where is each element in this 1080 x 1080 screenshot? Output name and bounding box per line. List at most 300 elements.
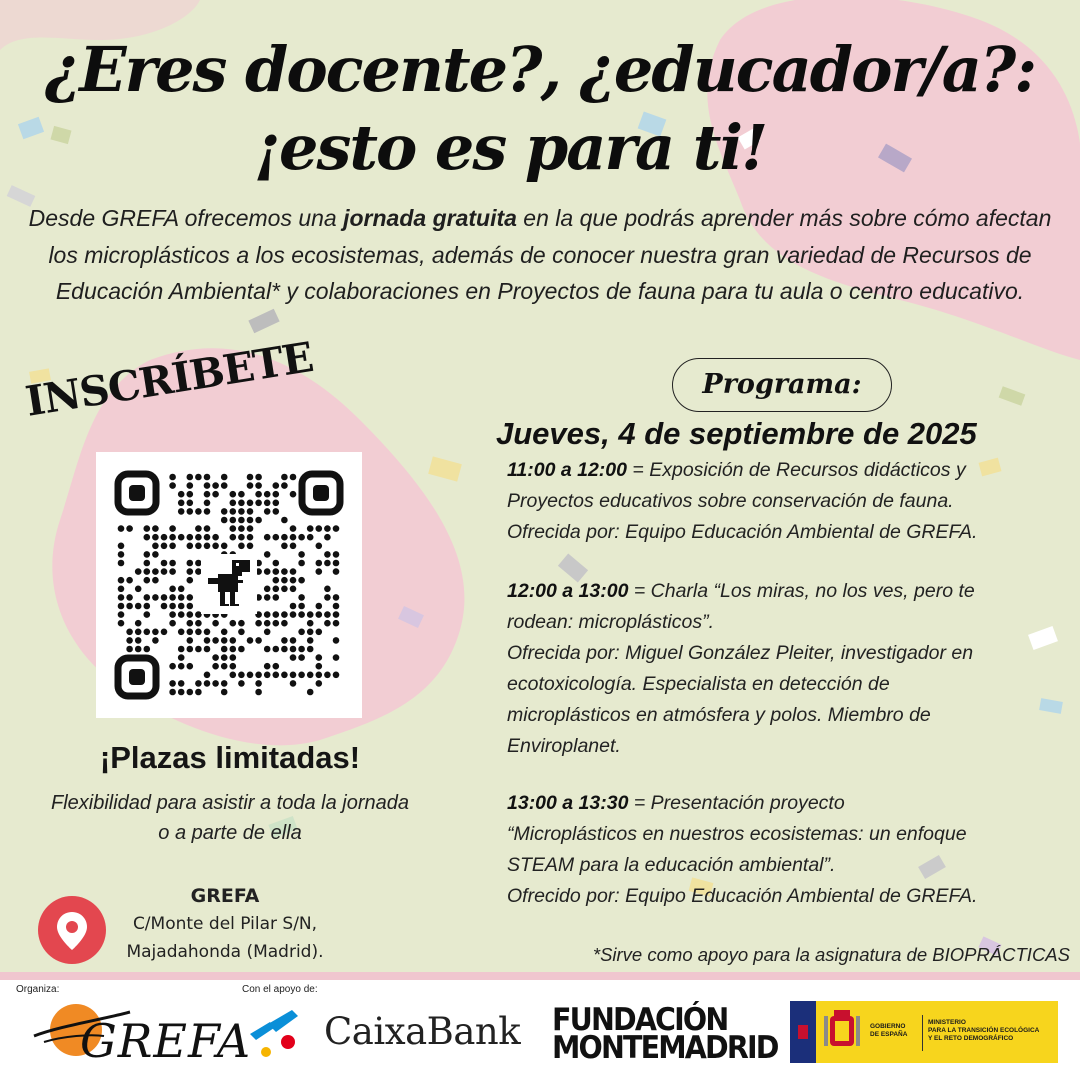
session-line: [507, 455, 1067, 486]
qr-dot: [187, 491, 194, 498]
qr-dot: [333, 654, 340, 661]
map-pin-glyph: [38, 896, 106, 964]
qr-dot: [316, 603, 323, 610]
qr-dot: [135, 646, 142, 653]
qr-dot: [204, 508, 211, 515]
gov-divider: [922, 1015, 923, 1051]
session-line: [507, 576, 1067, 607]
qr-dot: [298, 577, 305, 584]
qr-dot: [187, 603, 194, 610]
qr-dot: [307, 689, 314, 696]
qr-dot: [290, 577, 297, 584]
qr-dot: [273, 663, 280, 670]
qr-dot: [212, 543, 219, 550]
qr-dot: [161, 594, 168, 601]
qr-dot: [290, 491, 297, 498]
qr-dot: [264, 534, 271, 541]
qr-dot: [230, 646, 237, 653]
qr-dot: [238, 629, 245, 636]
qr-dot: [169, 586, 176, 593]
qr-dot: [178, 500, 185, 507]
qr-dot: [152, 551, 159, 558]
qr-dot: [195, 620, 202, 627]
qr-dot: [118, 543, 125, 550]
session-line: rodean: microplásticos”.: [507, 611, 714, 633]
qr-dot: [264, 620, 271, 627]
qr-dot: [169, 620, 176, 627]
qr-dot: [255, 474, 262, 481]
qr-dot: [238, 508, 245, 515]
program-title: Programa:: [672, 358, 892, 412]
qr-dot: [169, 474, 176, 481]
qr-dot: [290, 474, 297, 481]
fundacion-line-1: FUNDACIÓN: [552, 1002, 728, 1038]
qr-dot: [135, 620, 142, 627]
qr-dot: [316, 672, 323, 679]
session-text: = Exposición de Recursos didácticos y: [632, 459, 966, 481]
qr-dot: [195, 525, 202, 532]
qr-dot: [221, 689, 228, 696]
intro-before: Desde GREFA ofrecemos una: [28, 205, 344, 231]
qr-dot: [264, 629, 271, 636]
qr-dot: [324, 534, 331, 541]
qr-dot: [255, 637, 262, 644]
qr-dot: [178, 586, 185, 593]
qr-dot: [135, 568, 142, 575]
qr-dot: [281, 611, 288, 618]
qr-dot: [264, 594, 271, 601]
qr-dot: [135, 586, 142, 593]
qr-dot: [152, 577, 159, 584]
qr-dot: [204, 482, 211, 489]
qr-dot: [264, 611, 271, 618]
qr-dot: [333, 672, 340, 679]
qr-dot: [221, 517, 228, 524]
qr-dot: [255, 517, 262, 524]
qr-dot: [264, 508, 271, 515]
qr-dot: [187, 689, 194, 696]
qr-dot: [324, 620, 331, 627]
qr-dot: [204, 525, 211, 532]
qr-dot: [247, 482, 254, 489]
qr-dot: [204, 543, 211, 550]
gov-right-text: [928, 1019, 1039, 1043]
qr-dot: [161, 560, 168, 567]
qr-dot: [204, 637, 211, 644]
qr-dot: [221, 474, 228, 481]
gov-right-line-1: MINISTERIO: [928, 1019, 966, 1026]
qr-dot: [264, 646, 271, 653]
headline-line-2: ¡esto es para ti!: [253, 111, 767, 184]
qr-dot: [324, 560, 331, 567]
qr-dot: [247, 534, 254, 541]
government-logo[interactable]: [790, 1001, 1058, 1063]
qr-dot: [264, 568, 271, 575]
qr-dot: [290, 680, 297, 687]
intro-highlight: jornada gratuita: [343, 205, 517, 231]
qr-dot: [221, 680, 228, 687]
qr-dot: [238, 525, 245, 532]
qr-dot: [118, 551, 125, 558]
qr-dot: [247, 637, 254, 644]
qr-dot: [316, 525, 323, 532]
qr-dot: [247, 474, 254, 481]
qr-dot: [161, 603, 168, 610]
qr-dot: [247, 672, 254, 679]
qr-dot: [316, 560, 323, 567]
qr-dot: [135, 603, 142, 610]
qr-dot: [195, 568, 202, 575]
qr-dot: [118, 560, 125, 567]
qr-dot: [204, 474, 211, 481]
qr-dot: [255, 680, 262, 687]
qr-dot: [281, 646, 288, 653]
fundacion-line-2: MONTEMADRID: [552, 1030, 778, 1066]
qr-dot: [298, 672, 305, 679]
qr-dot: [230, 517, 237, 524]
qr-dot: [264, 586, 271, 593]
qr-dot: [230, 620, 237, 627]
qr-dot: [169, 560, 176, 567]
gov-left-text: [870, 1023, 907, 1039]
qr-dot: [144, 560, 151, 567]
qr-dot: [290, 568, 297, 575]
qr-dot: [144, 603, 151, 610]
qr-dot: [187, 474, 194, 481]
qr-dot: [333, 620, 340, 627]
qr-dot: [161, 568, 168, 575]
qr-dot: [273, 560, 280, 567]
qr-dot: [264, 491, 271, 498]
qr-dot: [126, 525, 133, 532]
qr-dot: [118, 525, 125, 532]
qr-dot: [187, 560, 194, 567]
session-time: 11:00 a 12:00: [507, 459, 627, 481]
qr-dot: [290, 586, 297, 593]
qr-dot: [118, 594, 125, 601]
qr-dot: [212, 534, 219, 541]
qr-dot: [169, 603, 176, 610]
qr-dot: [187, 568, 194, 575]
qr-dot: [187, 611, 194, 618]
qr-dot: [187, 620, 194, 627]
qr-dot: [230, 491, 237, 498]
qr-dot: [290, 525, 297, 532]
session-line: Proyectos educativos sobre conservación de fauna.: [507, 490, 954, 512]
session-1: [507, 455, 1067, 548]
qr-dot: [324, 611, 331, 618]
qr-dot: [195, 474, 202, 481]
flexibility-note: [0, 788, 460, 848]
qr-dot: [178, 611, 185, 618]
session-line: microplásticos en atmósfera y polos. Miembro de: [507, 704, 931, 726]
qr-dot: [221, 508, 228, 515]
qr-dot: [187, 482, 194, 489]
qr-dot: [144, 611, 151, 618]
qr-dot: [169, 689, 176, 696]
session-line: ecotoxicología. Especialista en detección de: [507, 673, 890, 695]
qr-dot: [273, 508, 280, 515]
map-pin-icon: [38, 896, 106, 964]
qr-dot: [204, 672, 211, 679]
qr-dot: [298, 611, 305, 618]
qr-dot: [307, 672, 314, 679]
session-line: “Microplásticos en nuestros ecosistemas: un enfoque: [507, 823, 967, 845]
session-line: Enviroplanet.: [507, 735, 621, 757]
qr-dot: [324, 672, 331, 679]
qr-dot: [281, 543, 288, 550]
headline-line-1: ¿Eres docente?, ¿educador/a?:: [44, 33, 1036, 106]
qr-dot: [126, 629, 133, 636]
qr-code-graphic: [96, 452, 362, 718]
qr-dot: [281, 672, 288, 679]
qr-dot: [290, 543, 297, 550]
qr-dot: [178, 663, 185, 670]
qr-dot: [333, 568, 340, 575]
caixabank-logo-text: CaixaBank: [324, 1010, 521, 1053]
location-city: Majadahonda (Madrid).: [126, 942, 324, 962]
qr-dot: [169, 534, 176, 541]
qr-dot: [238, 680, 245, 687]
qr-dot: [195, 680, 202, 687]
qr-dot: [238, 517, 245, 524]
intro-paragraph: [20, 200, 1060, 310]
qr-dot: [273, 568, 280, 575]
qr-dot: [144, 577, 151, 584]
qr-dot: [273, 534, 280, 541]
qr-dot: [152, 637, 159, 644]
qr-dot: [324, 586, 331, 593]
qr-dot: [298, 551, 305, 558]
qr-dot: [187, 508, 194, 515]
qr-dot: [144, 525, 151, 532]
qr-dot: [273, 491, 280, 498]
session-time: 12:00 a 13:00: [507, 580, 629, 602]
qr-dot: [238, 491, 245, 498]
qr-dot: [126, 637, 133, 644]
grefa-logo[interactable]: [30, 996, 252, 1070]
qr-dot: [187, 534, 194, 541]
qr-dot: [307, 620, 314, 627]
qr-code[interactable]: [96, 452, 362, 718]
qr-dot: [169, 611, 176, 618]
qr-dot: [230, 672, 237, 679]
qr-dot: [238, 620, 245, 627]
session-text: = Charla “Los miras, no los ves, pero te: [633, 580, 975, 602]
qr-dot: [316, 629, 323, 636]
qr-dot: [169, 568, 176, 575]
qr-dot: [178, 603, 185, 610]
qr-dot: [264, 663, 271, 670]
qr-dot: [221, 482, 228, 489]
signup-stamp: INSCRÍBETE: [22, 332, 316, 426]
session-line: Ofrecida por: Miguel González Pleiter, investigador en: [507, 642, 974, 664]
qr-dot: [307, 629, 314, 636]
qr-dot: [281, 474, 288, 481]
qr-dot: [169, 525, 176, 532]
qr-dot: [307, 611, 314, 618]
qr-dot: [255, 491, 262, 498]
qr-dot: [281, 577, 288, 584]
qr-dot: [324, 594, 331, 601]
qr-dot: [316, 543, 323, 550]
qr-dot: [118, 586, 125, 593]
qr-dot: [316, 568, 323, 575]
qr-dot: [333, 551, 340, 558]
qr-dot: [307, 534, 314, 541]
gov-right-line-2: PARA LA TRANSICIÓN ECOLÓGICA: [928, 1027, 1040, 1034]
qr-dot: [238, 500, 245, 507]
qr-dot: [307, 525, 314, 532]
qr-dot: [307, 637, 314, 644]
location-street: C/Monte del Pilar S/N,: [132, 914, 318, 934]
qr-dot: [273, 611, 280, 618]
qr-dot: [230, 663, 237, 670]
qr-dot: [316, 680, 323, 687]
qr-dot: [273, 620, 280, 627]
qr-dot: [290, 534, 297, 541]
qr-dot: [230, 637, 237, 644]
confetti-piece: [398, 606, 424, 628]
qr-dot: [195, 543, 202, 550]
eu-flag-icon: [790, 1001, 816, 1063]
confetti-piece: [428, 456, 462, 481]
qr-dot: [169, 543, 176, 550]
qr-dot: [333, 603, 340, 610]
qr-dot: [178, 508, 185, 515]
qr-dot: [273, 594, 280, 601]
qr-dot: [152, 568, 159, 575]
qr-dot: [298, 560, 305, 567]
qr-dot: [230, 654, 237, 661]
qr-dot: [204, 680, 211, 687]
qr-dot: [212, 482, 219, 489]
gov-left-line-2: DE ESPAÑA: [870, 1031, 908, 1038]
qr-dot: [161, 543, 168, 550]
qr-dot: [281, 586, 288, 593]
qr-dot: [161, 629, 168, 636]
qr-dot: [187, 629, 194, 636]
fundacion-montemadrid-logo[interactable]: [552, 1002, 778, 1066]
qr-dot: [316, 663, 323, 670]
flexibility-line-1: Flexibilidad para asistir a toda la jornada: [51, 792, 409, 814]
qr-dot: [273, 577, 280, 584]
qr-dot: [135, 629, 142, 636]
qr-dot: [281, 568, 288, 575]
qr-dot: [264, 551, 271, 558]
qr-dot: [238, 672, 245, 679]
qr-dot: [161, 534, 168, 541]
qr-dot: [126, 603, 133, 610]
qr-dot: [195, 629, 202, 636]
qr-dot: [333, 560, 340, 567]
session-line: Ofrecido por: Equipo Educación Ambiental de GREFA.: [507, 885, 978, 907]
qr-dot: [247, 508, 254, 515]
qr-dot: [273, 482, 280, 489]
qr-dot: [204, 491, 211, 498]
intro-after: en la que podrás aprender más sobre cómo afectan los microplásticos a los ecosistemas, además de conocer nuestra gran variedad de Recursos de Educación Ambiental* y colaboraciones en Proyectos de fauna para tu aula o centro educativo.: [48, 205, 1052, 304]
qr-dot: [298, 646, 305, 653]
qr-dot: [221, 637, 228, 644]
footnote: *Sirve como apoyo para la asignatura de BIOPRÁCTICAS: [592, 944, 1070, 965]
qr-dot: [187, 543, 194, 550]
qr-dot: [195, 689, 202, 696]
qr-dot: [230, 525, 237, 532]
qr-dot: [324, 525, 331, 532]
coat-of-arms-icon: [822, 1008, 862, 1056]
qr-dot: [290, 603, 297, 610]
qr-dot: [298, 594, 305, 601]
qr-dot: [264, 500, 271, 507]
organiza-label: Organiza:: [16, 984, 60, 995]
qr-dot: [178, 534, 185, 541]
qr-dot: [118, 611, 125, 618]
qr-dot: [333, 594, 340, 601]
qr-dot: [230, 500, 237, 507]
qr-dot: [144, 594, 151, 601]
qr-dot: [144, 551, 151, 558]
qr-dot: [178, 689, 185, 696]
qr-dot: [221, 543, 228, 550]
qr-dot: [238, 534, 245, 541]
qr-dot: [204, 500, 211, 507]
qr-dot: [255, 500, 262, 507]
qr-dot: [247, 525, 254, 532]
qr-dot: [255, 672, 262, 679]
qr-dot: [298, 629, 305, 636]
qr-dot: [187, 594, 194, 601]
qr-dot: [187, 500, 194, 507]
qr-dot: [204, 629, 211, 636]
qr-dot: [144, 568, 151, 575]
qr-dot: [195, 611, 202, 618]
qr-dot: [126, 577, 133, 584]
qr-dot: [187, 637, 194, 644]
session-3: [507, 788, 1067, 912]
qr-dot: [118, 603, 125, 610]
qr-dot: [178, 680, 185, 687]
qr-dot: [169, 663, 176, 670]
qr-dot: [255, 620, 262, 627]
qr-dot: [281, 517, 288, 524]
qr-dot: [281, 637, 288, 644]
qr-dot: [255, 482, 262, 489]
qr-dot: [118, 577, 125, 584]
qr-dot: [281, 482, 288, 489]
grefa-logo-text: GREFA: [80, 1014, 252, 1068]
qr-dot: [281, 620, 288, 627]
gov-right-line-3: Y EL RETO DEMOGRÁFICO: [928, 1035, 1014, 1042]
qr-dot: [144, 646, 151, 653]
qr-dot: [221, 663, 228, 670]
qr-dot: [333, 637, 340, 644]
location-name: GREFA: [190, 885, 260, 907]
qr-dot: [195, 508, 202, 515]
qr-dot: [333, 525, 340, 532]
qr-dot: [135, 637, 142, 644]
session-line: STEAM para la educación ambiental”.: [507, 854, 836, 876]
qr-dot: [152, 543, 159, 550]
caixabank-logo[interactable]: [246, 1004, 521, 1064]
qr-dot: [212, 663, 219, 670]
qr-dot: [255, 689, 262, 696]
apoyo-label: Con el apoyo de:: [242, 984, 318, 995]
qr-dot: [290, 646, 297, 653]
session-time: 13:00 a 13:30: [507, 792, 629, 814]
session-line: Ofrecida por: Equipo Educación Ambiental de GREFA.: [507, 521, 978, 543]
qr-dot: [178, 594, 185, 601]
qr-dot: [273, 646, 280, 653]
